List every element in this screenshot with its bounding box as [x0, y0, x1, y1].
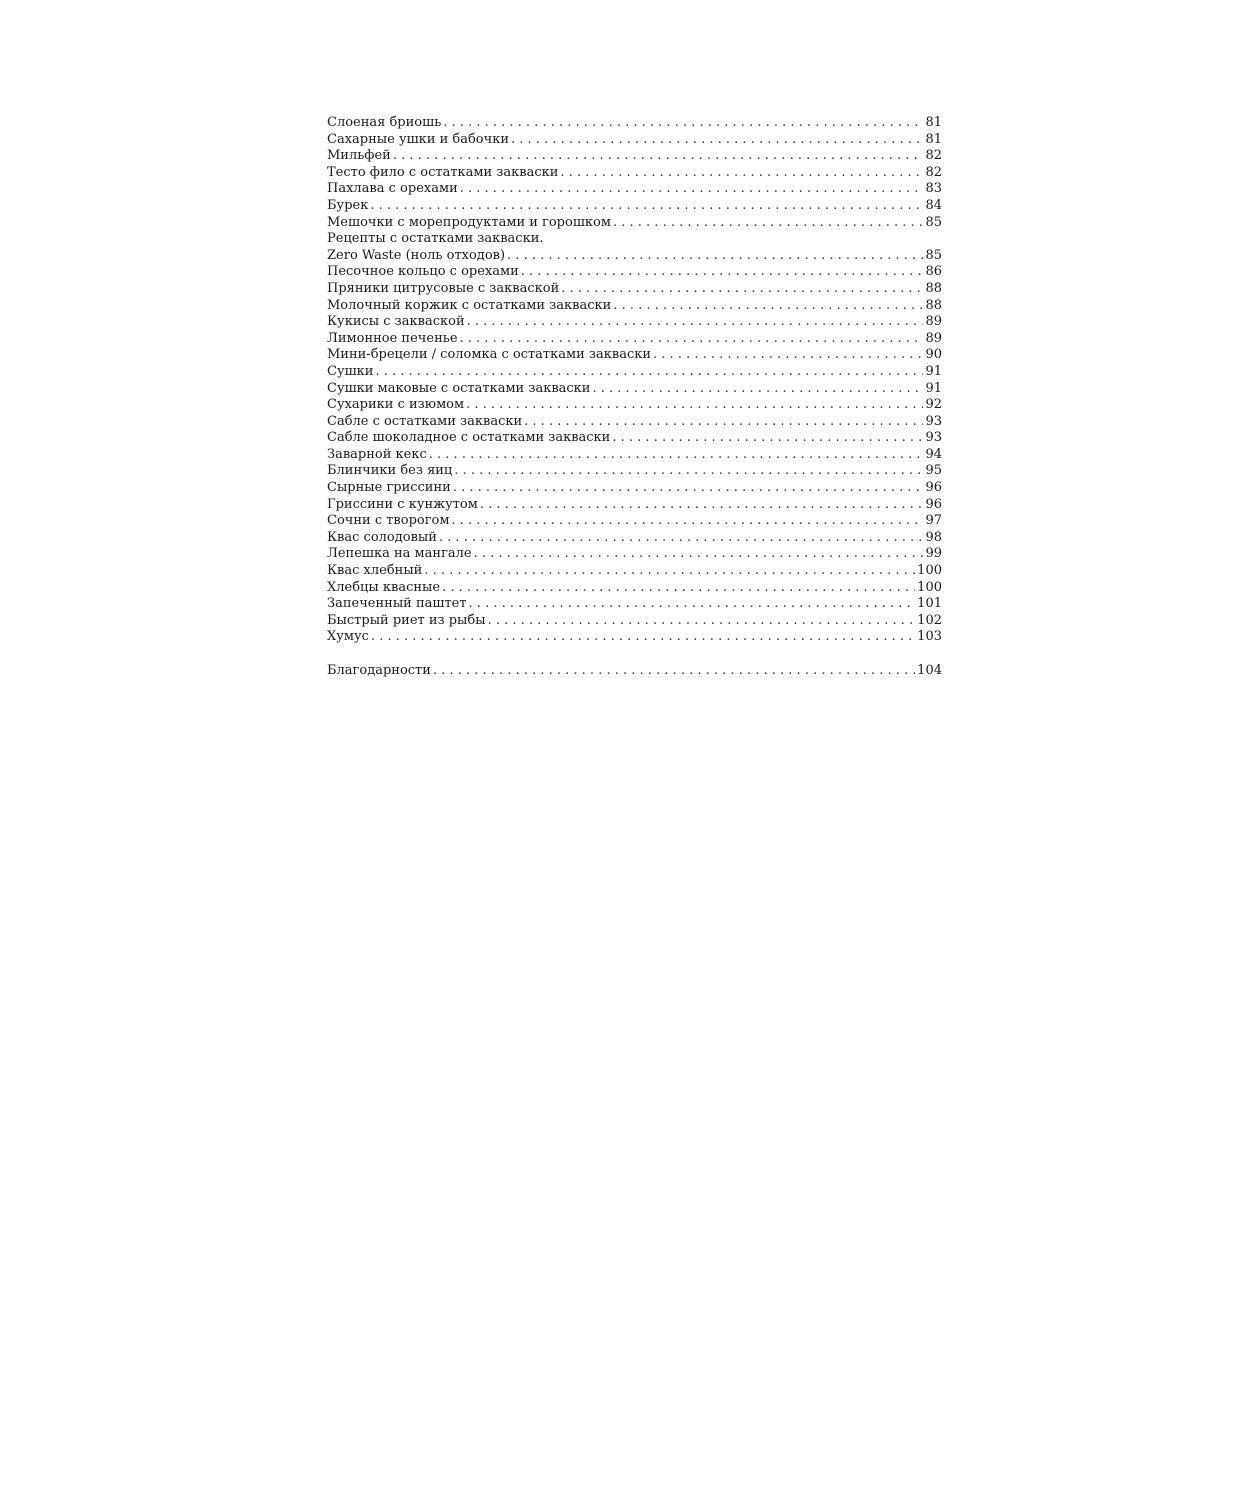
- toc-dot-leader: [453, 480, 924, 497]
- toc-entry-page: 102: [917, 612, 942, 628]
- toc-entry-page: 86: [925, 264, 942, 280]
- toc-entry-page: 91: [925, 363, 942, 379]
- toc-entry: [327, 596, 942, 613]
- toc-entry-title: Сушки: [327, 363, 374, 379]
- toc-entry: [327, 347, 942, 364]
- toc-entry-title: Благодарности: [327, 662, 431, 678]
- toc-dot-leader: [521, 264, 924, 281]
- toc-entry-title: Слоеная бриошь: [327, 115, 442, 130]
- toc-entry: [327, 115, 942, 132]
- toc-dot-leader: [488, 613, 916, 630]
- toc-entry-page: 81: [925, 131, 942, 147]
- toc-dot-leader: [460, 331, 924, 348]
- toc-entry: [327, 298, 942, 315]
- toc-dot-leader: [560, 165, 923, 182]
- toc-entry-title: Сабле с остатками закваски: [327, 413, 523, 429]
- toc-entry-page: 100: [917, 579, 942, 595]
- table-of-contents: [327, 115, 942, 679]
- toc-entry-page: 92: [925, 397, 942, 413]
- toc-entry-title: Блинчики без яиц: [327, 463, 453, 479]
- toc-entry-title: Лепешка на мангале: [327, 546, 472, 562]
- toc-entry: [327, 580, 942, 597]
- toc-entry: [327, 663, 942, 680]
- toc-dot-leader: [424, 563, 915, 580]
- toc-entry-title: Сушки маковые с остатками закваски: [327, 380, 591, 396]
- toc-dot-leader: [370, 198, 923, 215]
- toc-entry: [327, 463, 942, 480]
- toc-dot-leader: [592, 381, 923, 398]
- toc-entry: [327, 148, 942, 165]
- toc-entry-title: Сочни с творогом: [327, 513, 450, 529]
- toc-dot-leader: [474, 546, 924, 563]
- toc-entry-page: 98: [925, 529, 942, 545]
- toc-entry-page: 82: [925, 164, 942, 180]
- toc-entry-page: 103: [917, 629, 942, 645]
- toc-entry: [327, 447, 942, 464]
- toc-entry: [327, 513, 942, 530]
- toc-entry-page: 82: [925, 148, 942, 164]
- toc-entry-title: Лимонное печенье: [327, 330, 458, 346]
- toc-entry-title: Хлебцы квасные: [327, 579, 441, 595]
- toc-section-heading-text: Рецепты с остатками закваски.: [327, 231, 544, 247]
- toc-entry-page: 93: [925, 413, 942, 429]
- toc-entry-title: Сабле шоколадное с остатками закваски: [327, 430, 611, 446]
- toc-entry-title: Гриссини с кунжутом: [327, 496, 478, 512]
- toc-dot-leader: [460, 181, 924, 198]
- toc-entry-page: 99: [925, 546, 942, 562]
- toc-entry: [327, 331, 942, 348]
- toc-entry: [327, 264, 942, 281]
- toc-entry-page: 97: [925, 513, 942, 529]
- toc-entry-title: Хумус: [327, 629, 369, 645]
- toc-entry-page: 96: [925, 496, 942, 512]
- toc-entry: [327, 215, 942, 232]
- toc-dot-leader: [451, 513, 923, 530]
- toc-dot-leader: [613, 215, 923, 232]
- toc-dot-leader: [561, 281, 923, 298]
- toc-entry: [327, 364, 942, 381]
- toc-entry-page: 84: [925, 197, 942, 213]
- toc-entry-title: Бурек: [327, 197, 369, 213]
- toc-entry: [327, 314, 942, 331]
- toc-entry-page: 88: [925, 280, 942, 296]
- toc-entry: [327, 165, 942, 182]
- toc-entry: [327, 563, 942, 580]
- toc-dot-leader: [429, 447, 924, 464]
- toc-entry-page: 100: [917, 563, 942, 579]
- toc-dot-leader: [511, 132, 923, 149]
- toc-entry-title: Сырные гриссини: [327, 480, 451, 496]
- toc-dot-leader: [469, 596, 916, 613]
- toc-entry-page: 90: [925, 347, 942, 363]
- toc-entry-title: Мешочки с морепродуктами и горошком: [327, 214, 611, 230]
- toc-entry-page: 85: [925, 214, 942, 230]
- toc-entry-title: Молочный коржик с остатками закваски: [327, 297, 612, 313]
- toc-entry-title: Zero Waste (ноль отходов): [327, 247, 506, 263]
- toc-entry: [327, 629, 942, 646]
- toc-entry: [327, 181, 942, 198]
- toc-entry-page: 94: [925, 446, 942, 462]
- toc-section-heading: [327, 231, 942, 248]
- toc-entry: [327, 414, 942, 431]
- toc-entry: [327, 198, 942, 215]
- toc-entry-title: Мильфей: [327, 148, 391, 164]
- toc-entry-title: Заварной кекс: [327, 446, 427, 462]
- toc-dot-leader: [466, 397, 923, 414]
- toc-entry-page: 83: [925, 181, 942, 197]
- toc-dot-leader: [375, 364, 923, 381]
- toc-entry: [327, 546, 942, 563]
- toc-dot-leader: [613, 298, 923, 315]
- toc-entry: [327, 281, 942, 298]
- toc-dot-leader: [480, 497, 924, 514]
- toc-entry: [327, 132, 942, 149]
- toc-dot-leader: [612, 430, 923, 447]
- toc-entry-title: Кукисы с закваской: [327, 314, 465, 330]
- toc-dot-leader: [653, 347, 923, 364]
- toc-dot-leader: [393, 148, 924, 165]
- toc-entry-title: Сухарики с изюмом: [327, 397, 465, 413]
- toc-entry-page: 85: [925, 247, 942, 263]
- toc-entry-page: 89: [925, 314, 942, 330]
- toc-entry-title: Песочное кольцо с орехами: [327, 264, 519, 280]
- toc-entry: [327, 381, 942, 398]
- toc-dot-leader: [433, 663, 915, 680]
- toc-entry-title: Пряники цитрусовые с закваской: [327, 280, 560, 296]
- toc-entry-page: 104: [917, 662, 942, 678]
- toc-entry-title: Пахлава с орехами: [327, 181, 458, 197]
- toc-dot-leader: [454, 463, 923, 480]
- toc-entry: [327, 530, 942, 547]
- toc-dot-leader: [371, 629, 915, 646]
- toc-entry-page: 96: [925, 480, 942, 496]
- toc-entry-page: 93: [925, 430, 942, 446]
- toc-dot-leader: [507, 248, 923, 265]
- toc-entry: [327, 613, 942, 630]
- toc-entry-page: 88: [925, 297, 942, 313]
- toc-entry: [327, 497, 942, 514]
- toc-entry-page: 89: [925, 330, 942, 346]
- toc-spacer: [327, 646, 942, 663]
- toc-dot-leader: [439, 530, 924, 547]
- toc-entry-title: Мини-брецели / соломка с остатками закваски: [327, 347, 652, 363]
- toc-entry-page: 101: [917, 596, 942, 612]
- toc-entry-page: 91: [925, 380, 942, 396]
- toc-entry-title: Квас солодовый: [327, 529, 437, 545]
- toc-dot-leader: [442, 580, 915, 597]
- toc-entry: [327, 248, 942, 265]
- toc-entry-page: 81: [925, 115, 942, 130]
- toc-dot-leader: [524, 414, 923, 431]
- toc-entry-title: Запеченный паштет: [327, 596, 467, 612]
- toc-dot-leader: [467, 314, 924, 331]
- toc-entry: [327, 397, 942, 414]
- toc-entry: [327, 430, 942, 447]
- toc-entry-title: Сахарные ушки и бабочки: [327, 131, 510, 147]
- toc-entry-title: Быстрый риет из рыбы: [327, 612, 486, 628]
- toc-entry-title: Квас хлебный: [327, 563, 423, 579]
- toc-entry-page: 95: [925, 463, 942, 479]
- toc-dot-leader: [443, 115, 923, 132]
- toc-entry: [327, 480, 942, 497]
- toc-entry-title: Тесто фило с остатками закваски: [327, 164, 559, 180]
